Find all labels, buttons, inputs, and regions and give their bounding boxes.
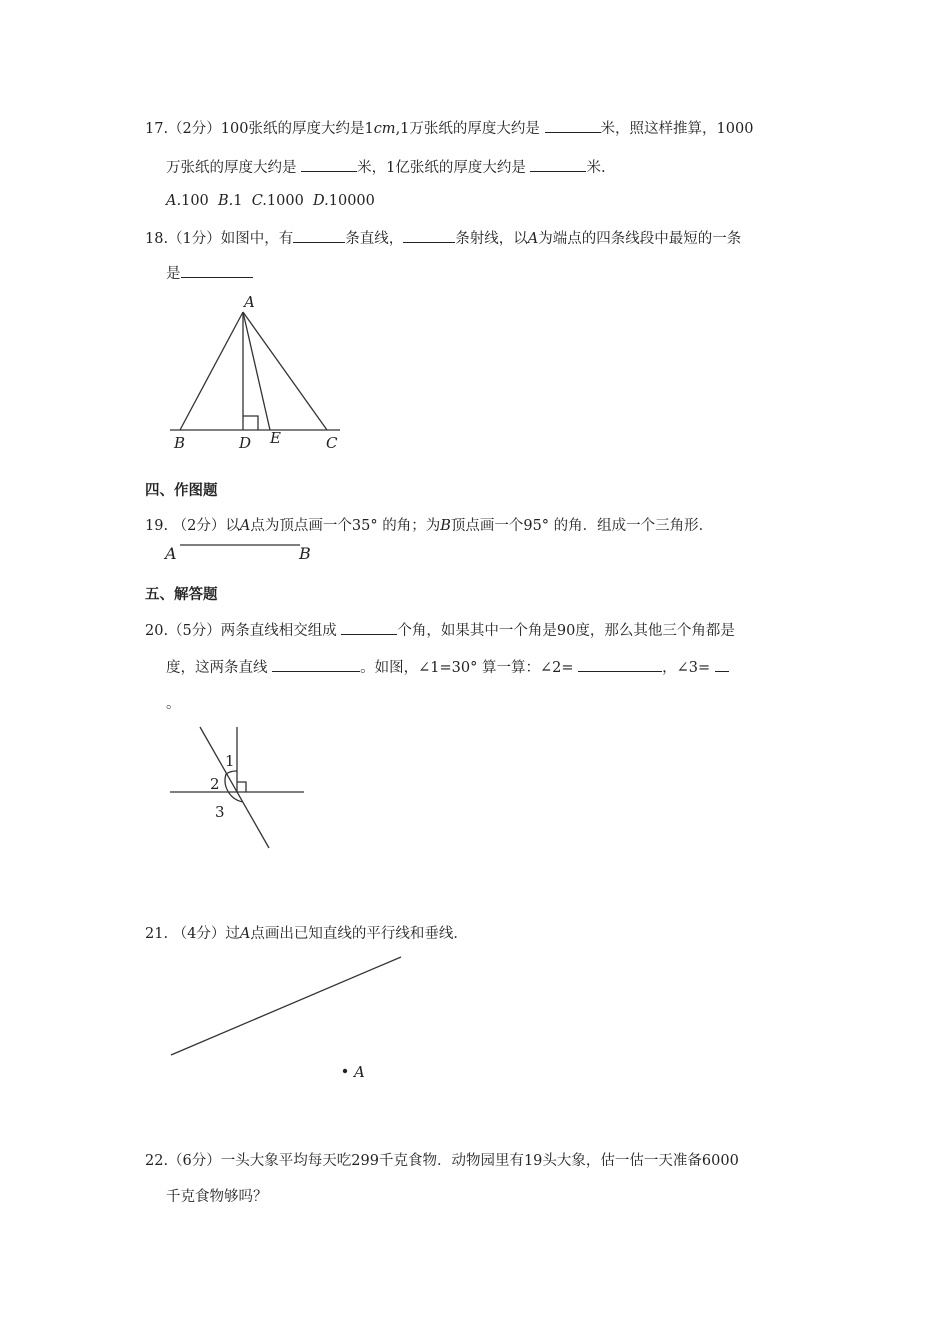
q17-text: 米. [586, 160, 606, 176]
q19-text-a: 19. （2分）以 [145, 518, 240, 534]
point-label: A [239, 926, 251, 942]
q19-text [145, 516, 713, 536]
label-B: B [174, 434, 186, 452]
q20-text: ，∠3= [662, 660, 711, 676]
option-value: 1000 [266, 193, 304, 209]
section-heading-5: 五、解答题 [145, 587, 218, 603]
q17-text: 17.（2分）100张纸的厚度大约是1 [145, 121, 374, 137]
option-letter: B. [218, 193, 234, 209]
option-letter: C. [251, 193, 267, 209]
q19-label-B: B [299, 544, 311, 563]
label-C: C [326, 434, 338, 452]
point-label: A [527, 231, 539, 247]
q22-line2: 千克食物够吗？ [166, 1189, 268, 1205]
q18-text: 条直线， [345, 231, 404, 247]
q18-text: 18.（1分）如图中，有 [145, 231, 294, 247]
q18-text: 条射线，以 [455, 231, 528, 247]
point-A-label: A [354, 1063, 365, 1081]
point-A-dot [343, 1069, 347, 1073]
q20-text: 度，这两条直线 [166, 660, 268, 676]
q20-line2 [166, 657, 729, 678]
q20-angles-figure [170, 727, 304, 848]
option-value: 100 [181, 193, 209, 209]
q17-text: ,1万张纸的厚度大约是 [395, 121, 540, 137]
label-D: D [239, 434, 252, 452]
option-value: 10000 [328, 193, 375, 209]
q20-line3: 。 [166, 696, 181, 712]
q17-text: 万张纸的厚度大约是 [166, 160, 297, 176]
point-label: A [239, 518, 251, 534]
q19-text-b: 点为顶点画一个35° 的角；为 [250, 518, 441, 534]
answer-blank[interactable] [715, 657, 729, 672]
q21-given-line [171, 957, 401, 1055]
angle-1-label: 1 [225, 752, 235, 770]
q17-unit: cm [373, 121, 396, 137]
q21-text-b: 点画出已知直线的平行线和垂线． [250, 926, 468, 942]
section-heading-4: 四、作图题 [145, 483, 218, 499]
q20-text: 。如图，∠1=30° 算一算：∠2= [360, 660, 574, 676]
q18-triangle-figure [170, 312, 340, 430]
q20-line1 [145, 620, 735, 641]
label-A: A [244, 293, 255, 311]
q22-line1: 22.（6分）一头大象平均每天吃299千克食物．动物园里有19头大象，估一估一天准备6000 [145, 1153, 739, 1169]
q18-text: 为端点的四条线段中最短的一条 [538, 231, 742, 247]
answer-blank[interactable] [578, 657, 662, 672]
label-E: E [270, 429, 281, 447]
q17-text: 米，照这样推算，1000 [600, 121, 754, 137]
option-letter: D. [313, 193, 329, 209]
q17-text: 米，1亿张纸的厚度大约是 [357, 160, 526, 176]
q18-text: 是 [166, 266, 181, 282]
q20-text: 个角，如果其中一个角是90度，那么其他三个角都是 [397, 623, 735, 639]
option-letter: A. [166, 193, 182, 209]
answer-blank[interactable] [272, 657, 360, 672]
option-value: 1 [233, 193, 243, 209]
q20-text: 20.（5分）两条直线相交组成 [145, 623, 337, 639]
point-label: B [440, 518, 451, 534]
angle-2-label: 2 [210, 775, 220, 793]
answer-blank[interactable] [341, 620, 397, 635]
q21-text [145, 924, 468, 944]
q19-label-A: A [165, 544, 177, 563]
q21-text-a: 21. （4分）过 [145, 926, 240, 942]
q19-text-c: 顶点画一个95° 的角．组成一个三角形． [450, 518, 714, 534]
angle-3-label: 3 [215, 803, 225, 821]
